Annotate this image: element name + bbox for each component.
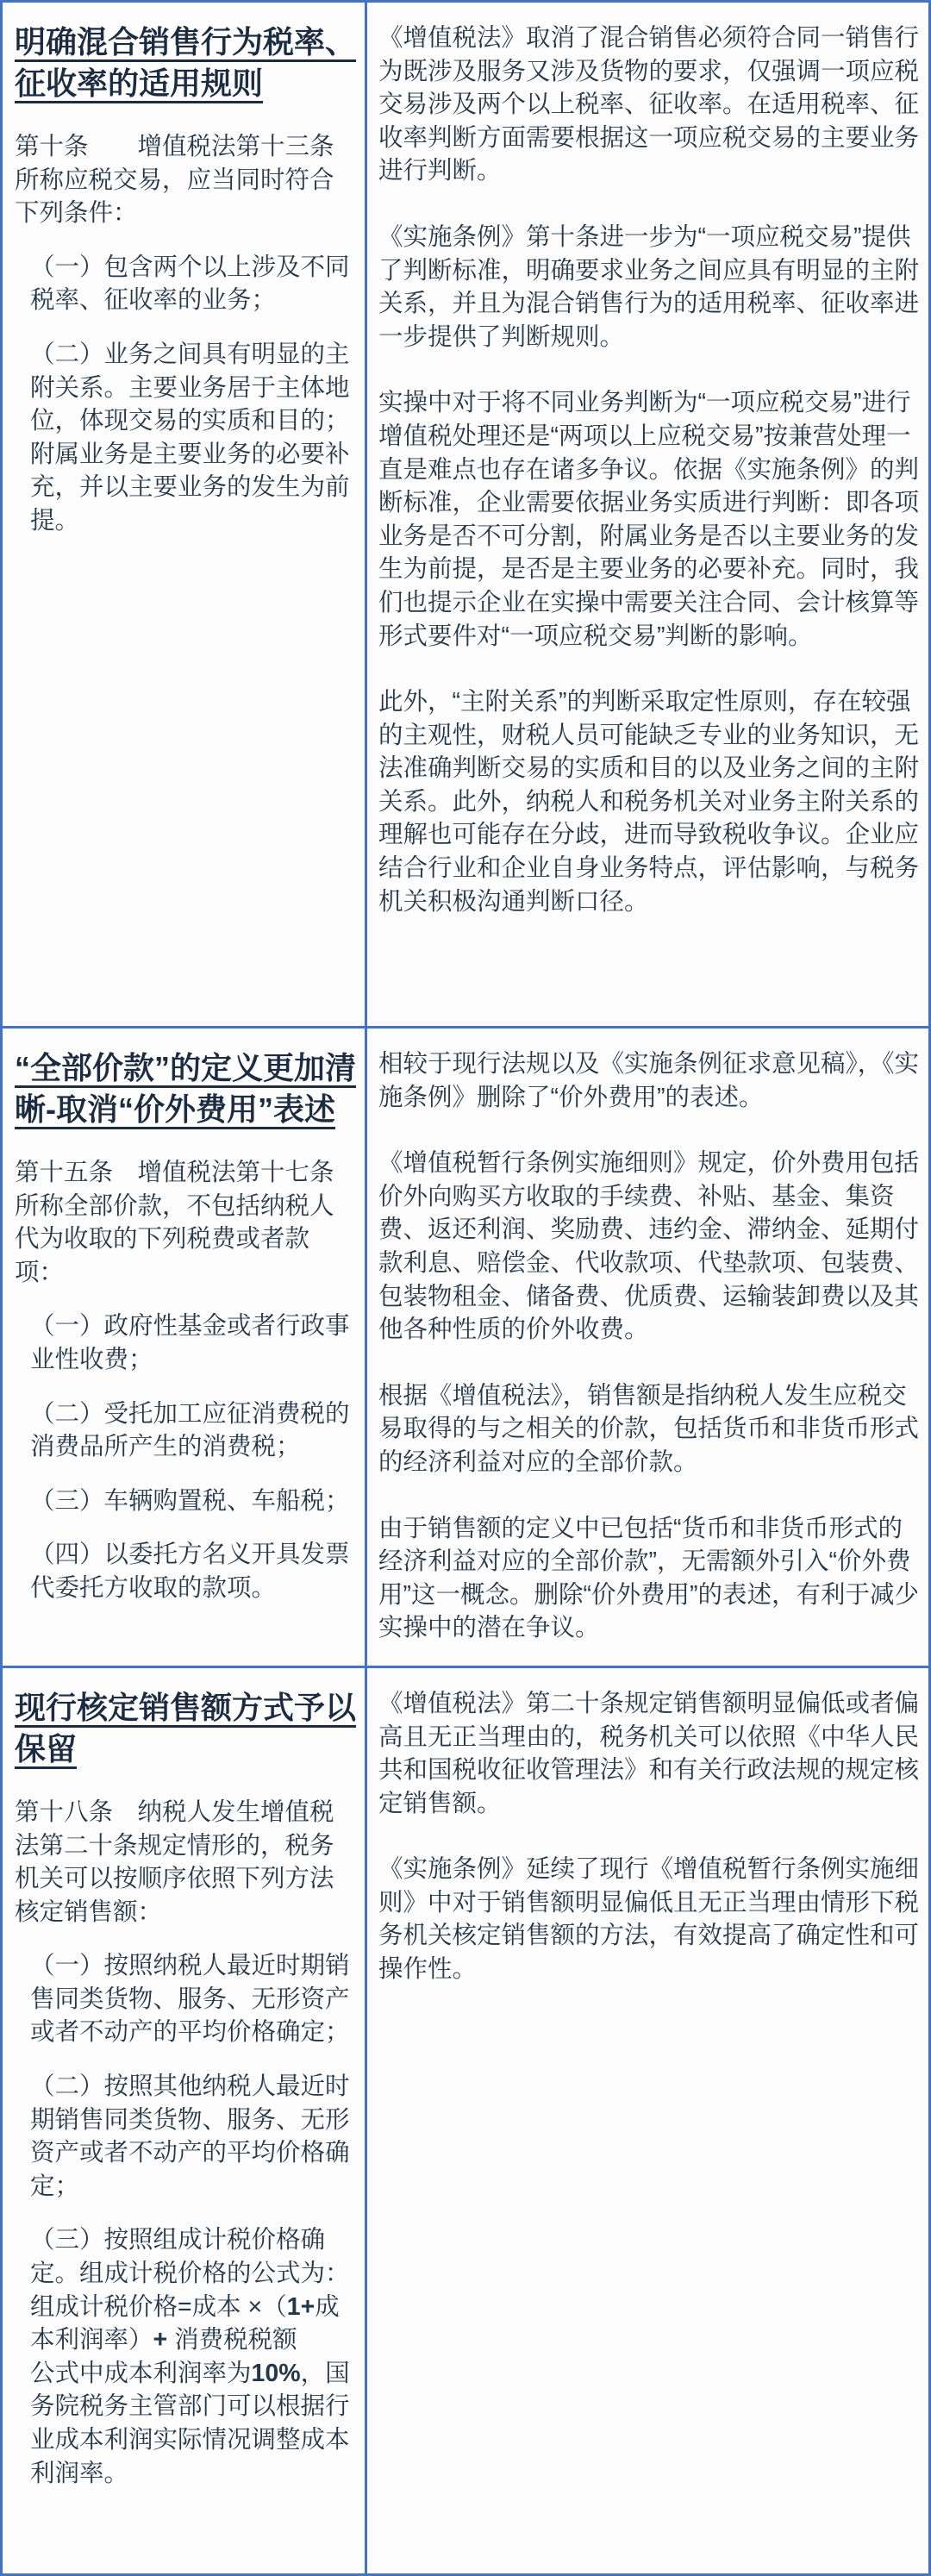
table-row-deemed-sales (3, 1668, 928, 2573)
commentary-cell-total-price (367, 1029, 928, 1666)
clause-paragraph: 第十五条 增值税法第十七条所称全部价款，不包括纳税人代为收取的下列税费或者款项： (15, 1159, 334, 1286)
commentary-paragraph: 由于销售额的定义中已包括“货币和非货币形式的经济利益对应的全部价款”，无需额外引入“价外费用”这一概念。删除“价外费用”的表述，有利于减少实操中的潜在争议。 (378, 1514, 919, 1642)
clause-heading: 明确混合销售行为税率、征收率的适用规则 (15, 24, 357, 101)
clause-list-item: （一）包含两个以上涉及不同税率、征收率的业务； (30, 253, 350, 315)
clause-heading: “全部价款”的定义更加清晰-取消“价外费用”表述 (15, 1050, 357, 1127)
commentary-paragraph: 《实施条例》延续了现行《增值税暂行条例实施细则》中对于销售额明显偏低且无正当理由情形下税务机关核定销售额的方法，有效提高了确定性和可操作性。 (378, 1855, 920, 1984)
commentary-paragraph: 《增值税暂行条例实施细则》规定，价外费用包括价外向购买方收取的手续费、补贴、基金、集资费、返还利润、奖励费、违约金、滞纳金、延期付款利息、赔偿金、代收款项、代垫款项、包装费、包装物租金、储备费、优质费、运输装卸费以及其他各种性质的价外收费。 (378, 1149, 920, 1344)
clause-list-item: （一）按照纳税人最近时期销售同类货物、服务、无形资产或者不动产的平均价格确定； (30, 1952, 350, 2047)
clause-list-item: （四）以委托方名义开具发票代委托方收取的款项。 (30, 1541, 350, 1602)
clause-list-item: （二）受托加工应征消费税的消费品所产生的消费税； (30, 1399, 350, 1461)
clause-list-item: （二）业务之间具有明显的主附关系。主要业务居于主体地位，体现交易的实质和目的；附属业务是主要业务的必要补充，并以主要业务的发生为前提。 (30, 340, 350, 535)
formula-line: （三）按照组成计税价格确定。组成计税价格的公式为： (30, 2226, 350, 2288)
commentary-paragraph: 实操中对于将不同业务判断为“一项应税交易”进行增值税处理还是“两项以上应税交易”按兼营处理一直是难点也存在诸多争议。依据《实施条例》的判断标准，企业需要依据业务实质进行判断：即各项业务是否不可分割，附属业务是否以主要业务的发生为前提，是否是主要业务的必要补充。同时，我们也提示企业在实操中需要关注合同、会计核算等形式要件对“一项应税交易”判断的影响。 (378, 389, 920, 650)
table-row-total-price (3, 1029, 928, 1668)
commentary-cell-deemed-sales (367, 1668, 928, 2573)
formula-line: 组成计税价格=成本 ×（1+成本利润率）+ 消费税税额 (30, 2292, 340, 2354)
commentary-paragraph: 《增值税法》取消了混合销售必须符合同一销售行为既涉及服务又涉及货物的要求，仅强调一项应税交易涉及两个以上税率、征收率。在适用税率、征收率判断方面需要根据这一项应税交易的主要业务进行判断。 (378, 24, 920, 185)
commentary-paragraph: 根据《增值税法》，销售额是指纳税人发生应税交易取得的与之相关的价款，包括货币和非货币形式的经济利益对应的全部价款。 (378, 1381, 920, 1476)
clause-cell-mixed-sales (3, 3, 367, 1026)
clause-formula-item (15, 2223, 358, 2490)
clause-cell-total-price (3, 1029, 367, 1666)
formula-line: 公式中成本利润率为10%，国务院税务主管部门可以根据行业成本利润实际情况调整成本利润率。 (30, 2359, 350, 2487)
commentary-paragraph: 此外，“主附关系”的判断采取定性原则，存在较强的主观性，财税人员可能缺乏专业的业务知识，无法准确判断交易的实质和目的以及业务之间的主附关系。此外，纳税人和税务机关对业务主附关系的理解也可能存在分歧，进而导致税收争议。企业应结合行业和企业自身业务特点，评估影响，与税务机关积极沟通判断口径。 (378, 688, 920, 916)
clause-heading: 现行核定销售额方式予以保留 (15, 1689, 357, 1766)
clause-paragraph: 第十条 增值税法第十三条所称应税交易，应当同时符合下列条件： (15, 133, 334, 228)
clause-cell-deemed-sales (3, 1668, 367, 2573)
commentary-paragraph: 相较于现行法规以及《实施条例征求意见稿》，《实施条例》删除了“价外费用”的表述。 (378, 1050, 920, 1111)
clause-list-item: （三）车辆购置税、车船税； (30, 1486, 350, 1515)
clause-paragraph: 第十八条 纳税人发生增值税法第二十条规定情形的，税务机关可以按顺序依照下列方法核定销售额： (15, 1798, 334, 1926)
commentary-paragraph: 《增值税法》第二十条规定销售额明显偏低或者偏高且无正当理由的，税务机关可以依照《中华人民共和国税收征收管理法》和有关行政法规的规定核定销售额。 (378, 1689, 920, 1817)
clause-list-item: （一）政府性基金或者行政事业性收费； (30, 1312, 350, 1373)
table-row-mixed-sales (3, 3, 928, 1029)
commentary-cell-mixed-sales (367, 3, 928, 1026)
clause-list-item: （二）按照其他纳税人最近时期销售同类货物、服务、无形资产或者不动产的平均价格确定； (30, 2073, 350, 2200)
commentary-paragraph: 《实施条例》第十条进一步为“一项应税交易”提供了判断标准，明确要求业务之间应具有明显的主附关系，并且为混合销售行为的适用税率、征收率进一步提供了判断规则。 (378, 222, 920, 351)
